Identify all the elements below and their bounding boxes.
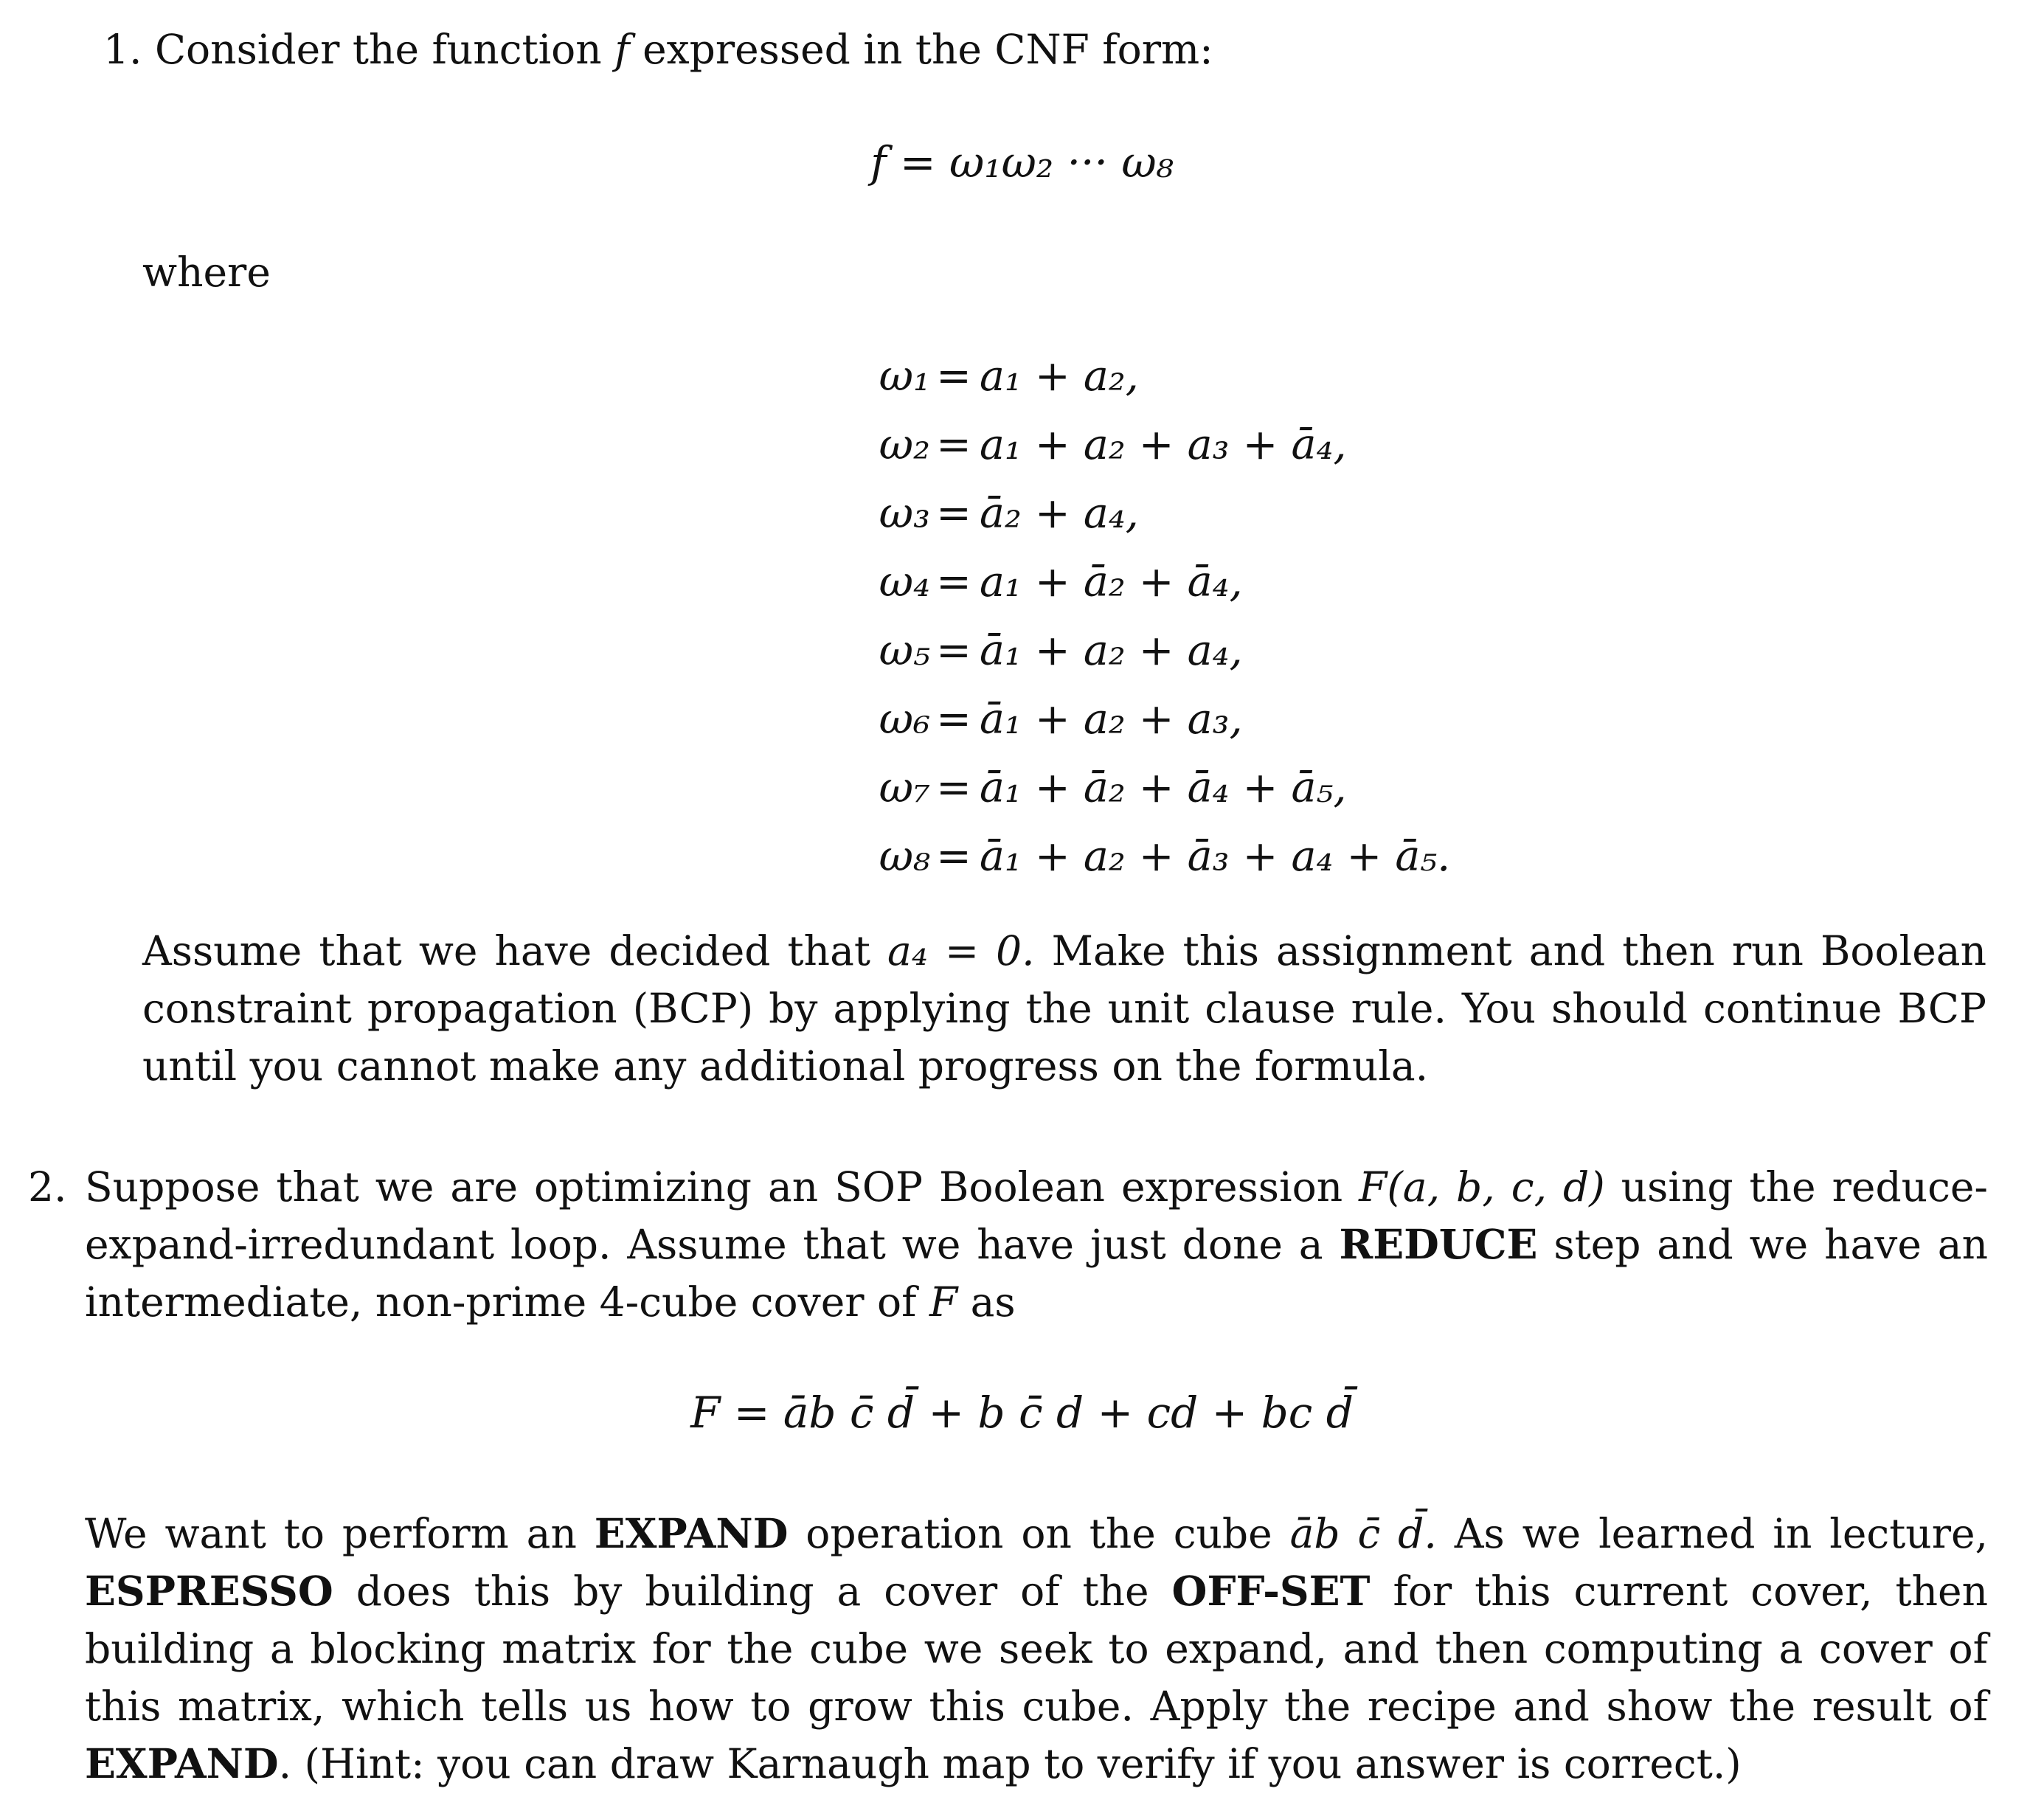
clause-row <box>0 621 2044 680</box>
q2-intro-line2 <box>85 1216 1988 1273</box>
equals-sign: = <box>936 558 971 606</box>
q1-para-line3: until you cannot make any additional progress on the formula. <box>142 1042 1429 1090</box>
q2-l1-a: Suppose that we are optimizing an SOP Boolean expression <box>85 1163 1343 1211</box>
clause-rhs: a₁ + a₂, <box>980 352 1139 401</box>
q2-p-l1-cube: āb c̄ d̄. <box>1289 1510 1437 1557</box>
clause-rhs: ā₁ + a₂ + a₃, <box>980 695 1243 744</box>
q2-intro-line3 <box>85 1273 1988 1331</box>
q1-where: where <box>142 249 271 296</box>
q2-p-l2-b: for this current cover, then <box>1393 1568 1989 1615</box>
q2-number: 2. <box>28 1163 67 1211</box>
q2-l1-expr: F(a, b, c, d) <box>1359 1163 1605 1211</box>
equals-sign: = <box>936 763 971 812</box>
equals-sign: = <box>936 832 971 881</box>
clause-rhs: a₁ + a₂ + a₃ + ā₄, <box>980 420 1347 469</box>
clause-row <box>0 347 2044 406</box>
q2-p-l1-a: We want to perform an <box>85 1510 577 1557</box>
q2-cover-equation: F = āb c̄ d̄ + b c̄ d + cd + bc d̄ <box>690 1388 1354 1438</box>
q1-main-equation: f = ω₁ω₂ ··· ω₈ <box>870 137 1174 187</box>
q2-l2-b: step and we have an <box>1553 1221 1989 1268</box>
q2-intro-line1 <box>85 1158 1988 1216</box>
clause-lhs: ω₈ <box>879 832 930 881</box>
q1-intro-b: expressed in the CNF form: <box>642 26 1213 73</box>
q2-p-l5-a: . (Hint: you can draw Karnaugh map to verify if you answer is correct.) <box>278 1740 1742 1787</box>
clause-row <box>0 484 2044 543</box>
q2-l2-a: expand-irredundant loop. Assume that we have just done a <box>85 1221 1323 1268</box>
clause-lhs: ω₂ <box>879 420 930 469</box>
q2-p-l1-b: operation on the cube <box>806 1510 1272 1557</box>
q2-para-line1 <box>85 1505 1988 1562</box>
clause-lhs: ω₆ <box>879 695 930 744</box>
q1-para-l1-b: Make this assignment and then run Boolean <box>1051 927 1987 974</box>
clause-row <box>0 758 2044 817</box>
q1-para-l1-a: Assume that we have decided that <box>142 927 870 974</box>
clause-lhs: ω₇ <box>879 763 930 812</box>
clause-rhs: a₁ + ā₂ + ā₄, <box>980 558 1243 606</box>
q2-l3-var: F <box>929 1278 958 1326</box>
q1-para-l1-var: a₄ = 0. <box>887 927 1035 974</box>
q2-p-l1-bold: EXPAND <box>594 1509 789 1557</box>
q2-para-line5 <box>85 1735 1988 1793</box>
q2-para-line3: building a blocking matrix for the cube we seek to expand, and then computing a cover of <box>85 1625 1988 1672</box>
q1-para-line1 <box>142 922 1986 980</box>
clause-rhs: ā₁ + ā₂ + ā₄ + ā₅, <box>980 763 1347 812</box>
clause-row <box>0 415 2044 474</box>
q2-p-l1-c: As we learned in lecture, <box>1454 1510 1989 1557</box>
q2-l2-bold: REDUCE <box>1339 1220 1538 1268</box>
q2-l3-b: as <box>970 1278 1016 1326</box>
q1-paragraph <box>142 922 1986 1095</box>
q2-p-l2-bold1: ESPRESSO <box>85 1567 333 1615</box>
q2-para-line2 <box>85 1562 1988 1620</box>
clause-lhs: ω₄ <box>879 558 930 606</box>
q1-number: 1. <box>103 26 142 73</box>
clause-lhs: ω₅ <box>879 626 930 675</box>
q2-l1-b: using the reduce- <box>1621 1163 1989 1211</box>
equals-sign: = <box>936 695 971 744</box>
q2-p-l5-bold: EXPAND <box>85 1739 279 1787</box>
equals-sign: = <box>936 626 971 675</box>
clause-rhs: ā₁ + a₂ + ā₃ + a₄ + ā₅. <box>980 832 1451 881</box>
q2-p-l2-a: does this by building a cover of the <box>356 1568 1149 1615</box>
q1-intro-a: Consider the function <box>154 26 602 73</box>
clause-lhs: ω₁ <box>879 352 930 401</box>
q1-para-line2: constraint propagation (BCP) by applying the unit clause rule. You should continue BCP <box>142 985 1986 1032</box>
clause-rhs: ā₂ + a₄, <box>980 489 1139 538</box>
q2-paragraph <box>85 1505 1988 1793</box>
q1-intro-line <box>103 21 1992 78</box>
q2-l3-a: intermediate, non-prime 4-cube cover of <box>85 1278 917 1326</box>
q2-para-line4: this matrix, which tells us how to grow this cube. Apply the recipe and show the result of <box>85 1683 1988 1730</box>
q1-intro-f: f <box>614 26 630 73</box>
clause-row <box>0 553 2044 612</box>
q2-intro <box>85 1158 1988 1331</box>
q2-p-l2-bold2: OFF-SET <box>1171 1567 1371 1615</box>
clause-rhs: ā₁ + a₂ + a₄, <box>980 626 1243 675</box>
clause-lhs: ω₃ <box>879 489 930 538</box>
equals-sign: = <box>936 352 971 401</box>
equals-sign: = <box>936 489 971 538</box>
clause-row <box>0 827 2044 886</box>
clause-row <box>0 690 2044 749</box>
equals-sign: = <box>936 420 971 469</box>
